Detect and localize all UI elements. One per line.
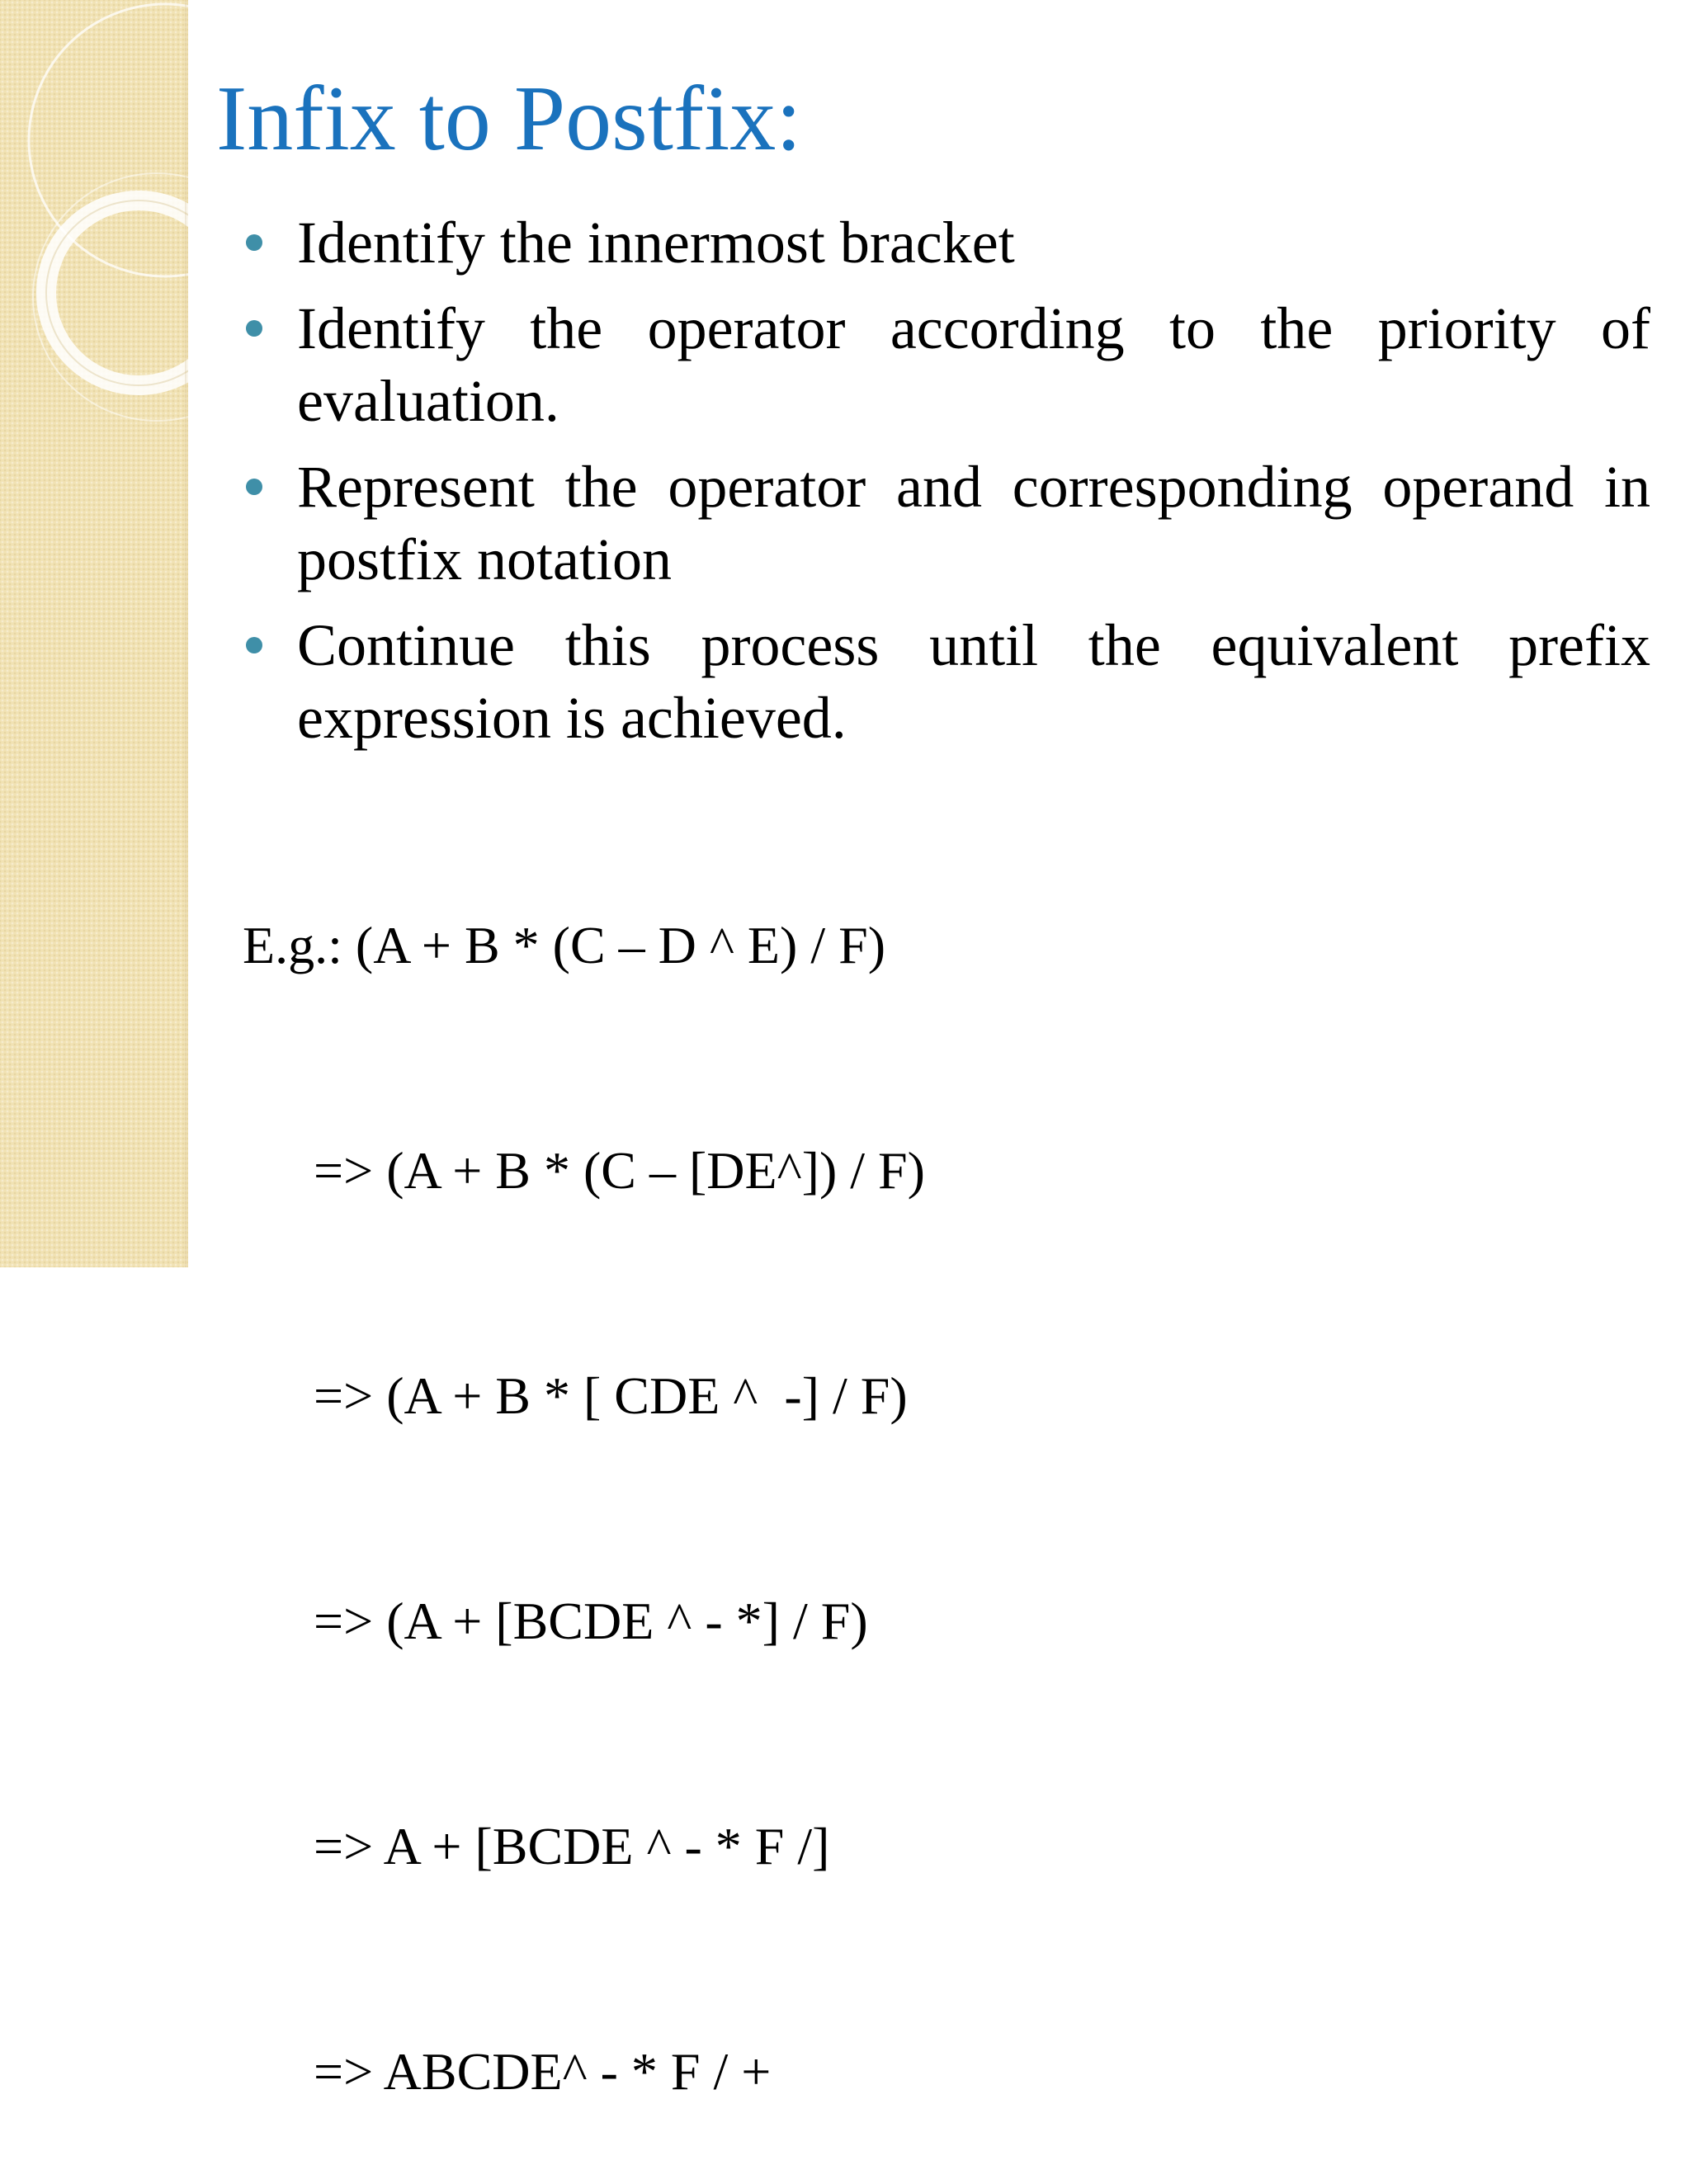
example-block xyxy=(243,757,925,2184)
bullet-item xyxy=(297,292,1650,437)
bullet-dot-icon xyxy=(246,234,262,251)
example-step: => (A + [BCDE ^ - *] / F) xyxy=(314,1592,868,1650)
decorative-side-band xyxy=(0,0,188,1267)
example-step: => (A + B * (C – [DE^]) / F) xyxy=(314,1141,925,1200)
bullet-text: Continue this process until the equivalent prefix expression is achieved. xyxy=(297,612,1650,751)
bullet-item xyxy=(297,206,1650,279)
bullet-dot-icon xyxy=(246,320,262,337)
example-step: => (A + B * [ CDE ^ -] / F) xyxy=(314,1366,908,1425)
bullet-item xyxy=(297,609,1650,754)
slide-title: Infix to Postfix: xyxy=(216,68,802,170)
bullet-text: Identify the innermost bracket xyxy=(297,210,1015,276)
bullet-dot-icon xyxy=(246,637,262,653)
example-step: => A + [BCDE ^ - * F /] xyxy=(314,1817,830,1875)
bullet-text: Identify the operator according to the priority of evaluation. xyxy=(297,295,1650,434)
bullet-dot-icon xyxy=(246,479,262,495)
bullet-text: Represent the operator and corresponding operand in postfix notation xyxy=(297,454,1650,592)
bullet-item xyxy=(297,450,1650,596)
example-step: => ABCDE^ - * F / + xyxy=(314,2042,772,2101)
bullet-list xyxy=(297,206,1650,767)
decorative-swirl-graphic xyxy=(0,0,188,429)
example-heading: E.g.: (A + B * (C – D ^ E) / F) xyxy=(243,916,885,974)
